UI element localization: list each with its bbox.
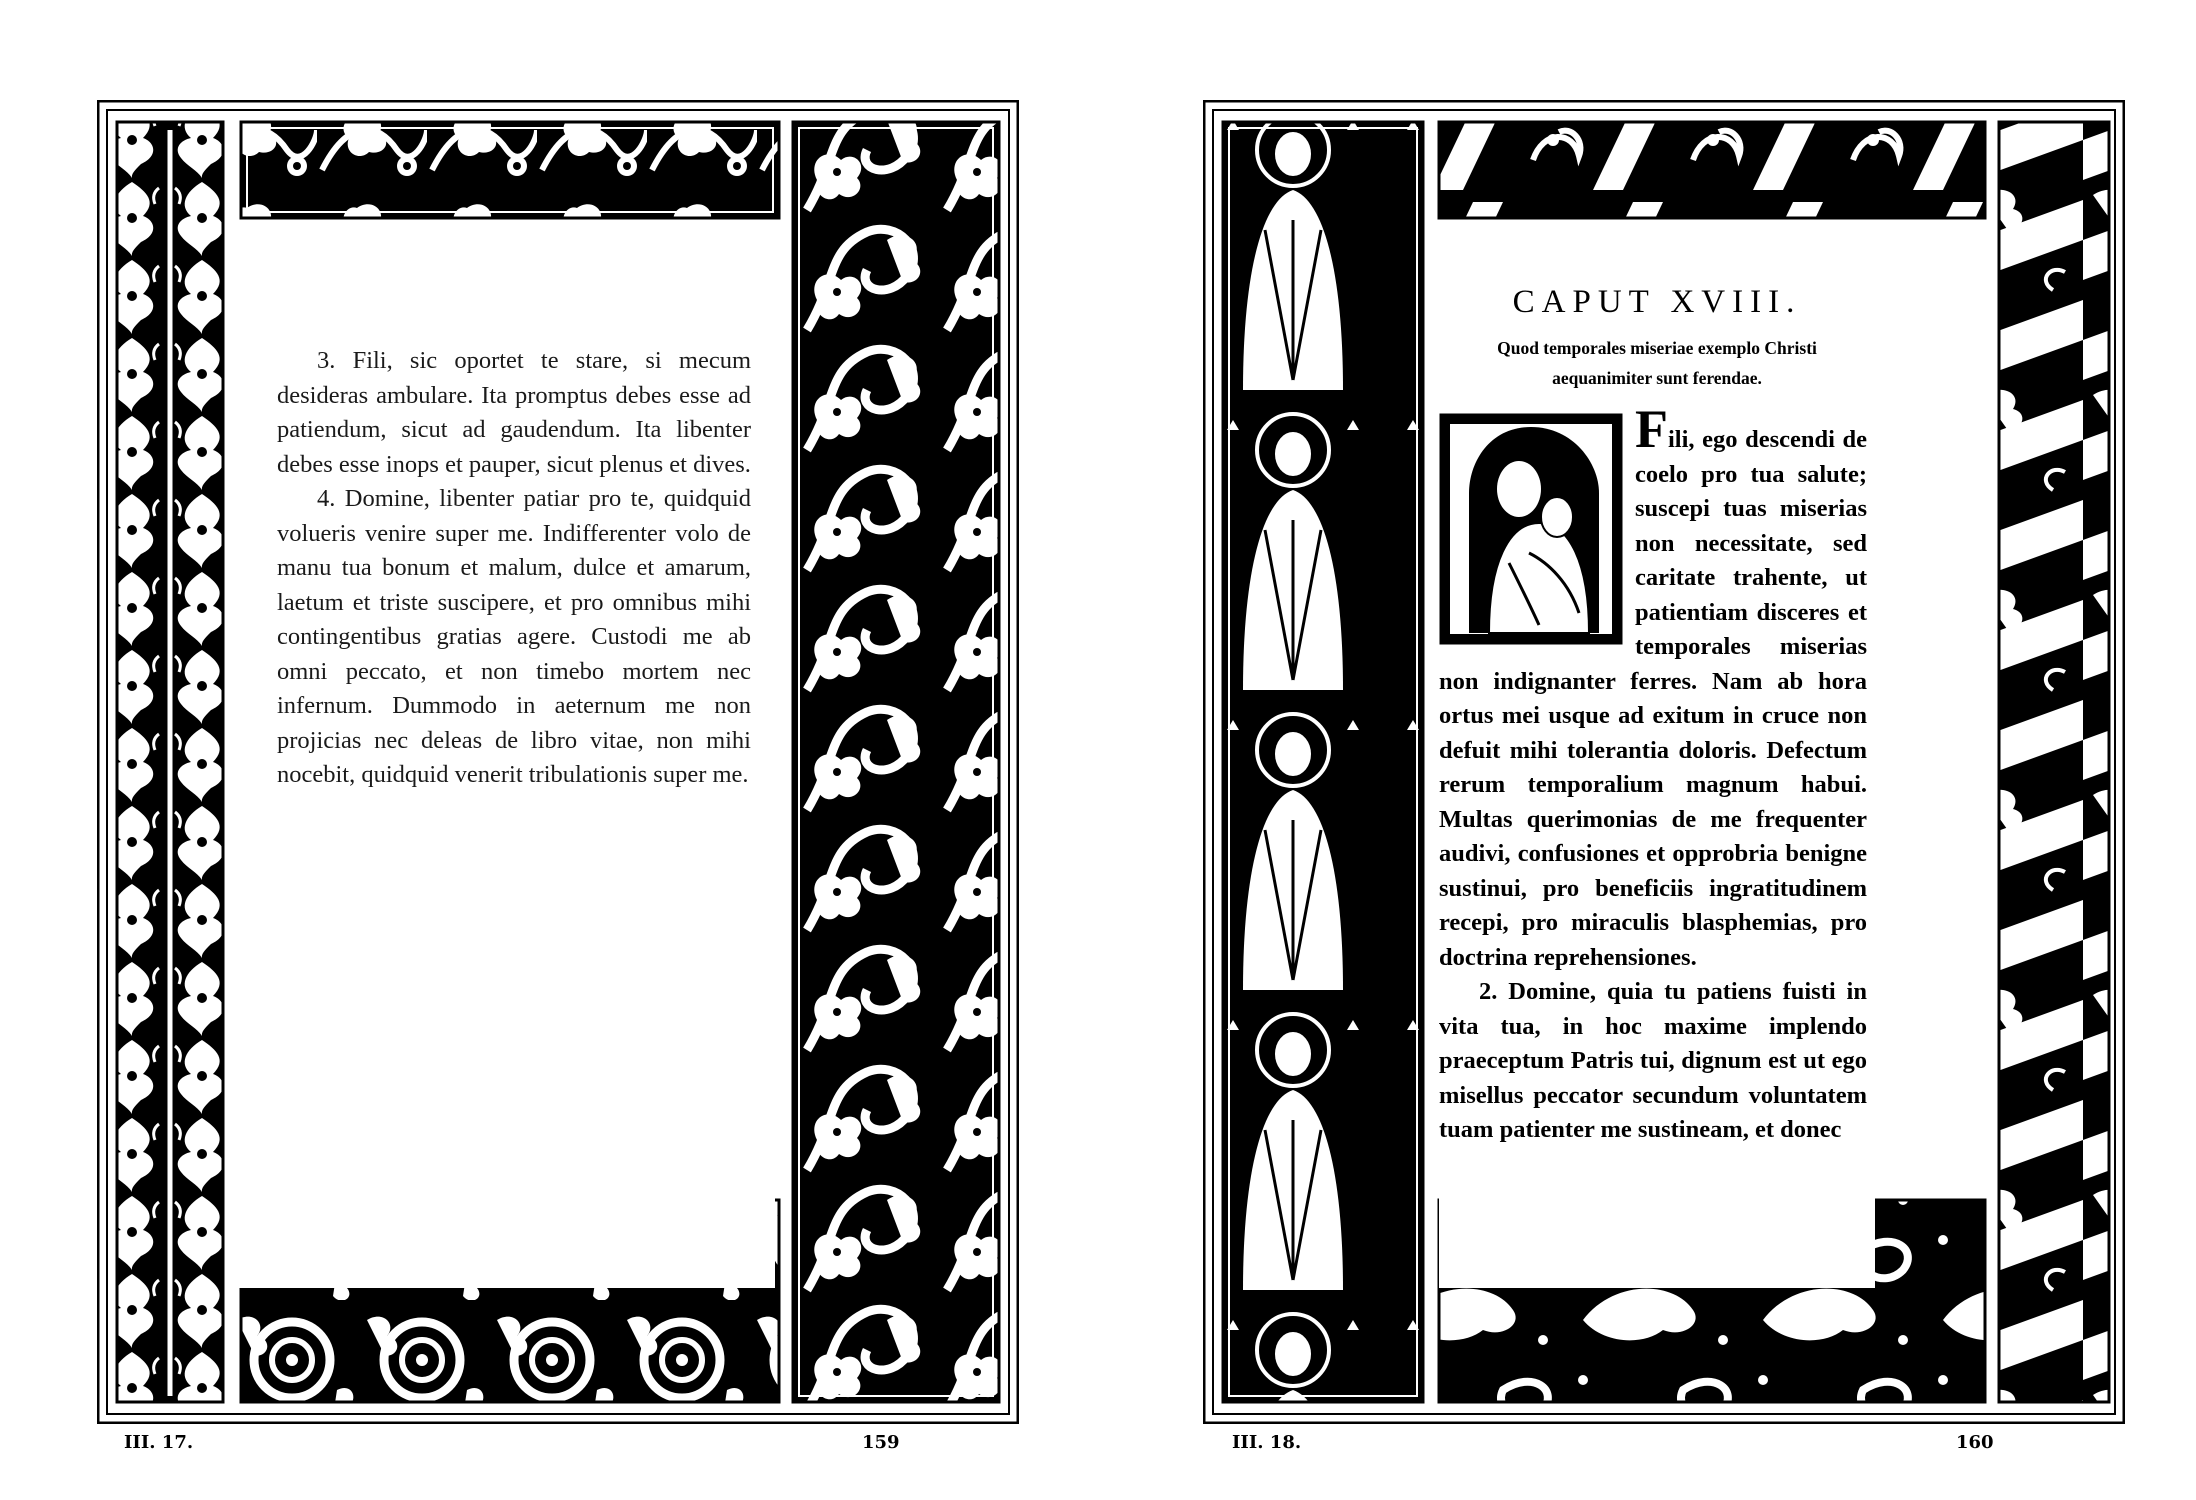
madonna-initial-illustration	[1439, 413, 1623, 645]
paragraph-4: 4. Domine, libenter patiar pro te, quidquid volueris venire super me. Indifferenter volo de manu tua bonum et malum, dulce et amarum, laetum et triste suscipere, et pro omnibus mihi contingentibus gratias agere. Custodi me ab omni peccato, et non timebo mortem nec infernum. Dummodo in aeternum me non projicias nec deleas de libro vitae, non mihi nocebit, quidquid venerit tribulationis super me.	[277, 485, 751, 788]
right-text-block	[1439, 228, 1875, 1288]
right-chapter-ref: III. 18.	[1232, 1432, 1302, 1453]
right-page	[1203, 100, 2125, 1424]
left-page	[97, 100, 1019, 1424]
paragraph-1-text: ili, ego descendi de coelo pro tua salute; suscepi tuas miserias non necessitate, sed caritate trahente, ut patientiam disceres et temporales miserias non indignanter ferres. Nam ab hora ortus mei usque ad exitum in cruce non defuit mihi tolerantia doloris. Defectum rerum temporalium magnum habui. Multas querimonias de me frequenter audivi, confusiones et opprobria benigne sustinui, pro beneficiis ingratitudinem recepi, pro miraculis blasphemias, pro doctrina reprehensiones.	[1439, 426, 1867, 971]
left-chapter-ref: III. 17.	[124, 1432, 194, 1453]
right-page-number: 160	[1956, 1432, 1994, 1453]
paragraph-3: 3. Fili, sic oportet te stare, si mecum desideras ambulare. Ita promptus debes esse ad patiendum, sicut ad gaudendum. Ita libenter debes esse inops et pauper, sicut plenus et dives.	[277, 347, 751, 478]
left-text-block	[237, 228, 775, 1288]
paragraph-2: 2. Domine, quia tu patiens fuisti in vita tua, in hoc maxime implendo praeceptum Patris tui, dignum est ut ego misellus peccator secundum voluntatem tuam patienter me sustineam, et donec	[1439, 978, 1867, 1143]
left-page-number: 159	[862, 1432, 900, 1453]
drop-cap-initial: F	[1635, 399, 1668, 459]
chapter-subtitle: Quod temporales miseriae exemplo Christi aequanimiter sunt ferendae.	[1497, 338, 1817, 388]
madonna-child-icon	[1439, 413, 1623, 645]
chapter-title: CAPUT XVIII.	[1512, 284, 1802, 320]
